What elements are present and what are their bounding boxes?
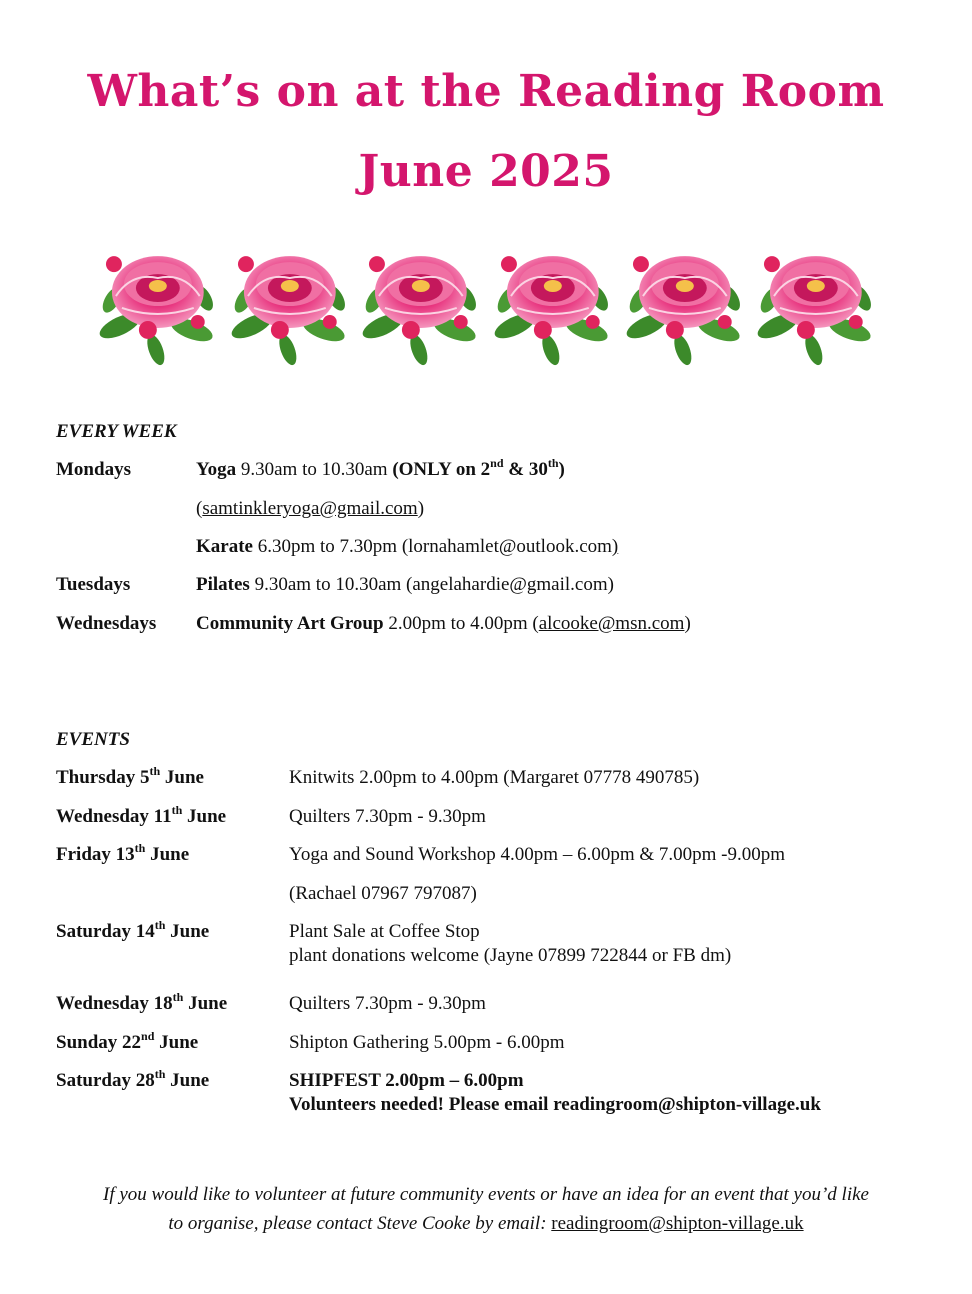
event-description: Shipton Gathering 5.00pm - 6.00pm <box>289 1032 565 1053</box>
flower-border <box>92 238 882 368</box>
event-date: Saturday 14th June <box>56 918 210 942</box>
section-heading-events: EVENTS <box>56 729 130 750</box>
footer-note <box>50 1180 922 1238</box>
email-link[interactable]: readingroom@shipton-village.uk <box>551 1213 804 1234</box>
weekly-activity-row <box>196 458 565 482</box>
activity-note: (ONLY on 2nd & 30th) <box>392 456 565 480</box>
page-subtitle-month: June 2025 <box>358 146 614 197</box>
peony-flower-icon <box>355 238 487 368</box>
peony-flower-icon <box>750 238 882 368</box>
footer-line: to organise, please contact Steve Cooke by email: readingroom@shipton-village.uk <box>168 1213 804 1234</box>
event-description: Yoga and Sound Workshop 4.00pm – 6.00pm & 7.00pm -9.00pm <box>289 844 786 865</box>
weekly-activity-row <box>196 573 614 597</box>
activity-name: Community Art Group <box>196 613 384 634</box>
page-title: What’s on at the Reading Room <box>87 66 885 117</box>
weekly-activity-row: Community Art Group 2.00pm to 4.00pm (alcooke@msn.com) <box>196 613 691 634</box>
activity-time: 6.30pm to 7.30pm (lornahamlet@outlook.com <box>252 536 612 557</box>
weekly-day: Tuesdays <box>56 574 131 595</box>
event-description-detail: (Rachael 07967 797087) <box>289 883 477 904</box>
event-date: Thursday 5th June <box>56 764 204 788</box>
email-link[interactable]: alcooke@msn.com <box>538 613 685 634</box>
event-date: Friday 13th June <box>56 841 190 865</box>
event-date: Wednesday 11th June <box>56 803 227 827</box>
weekly-activity-row: Karate 6.30pm to 7.30pm (lornahamlet@outlook.com) <box>196 536 619 557</box>
peony-flower-icon <box>92 238 224 368</box>
activity-name: Karate <box>196 536 253 557</box>
event-description-detail: Volunteers needed! Please email readingroom@shipton-village.uk <box>289 1094 821 1115</box>
peony-flower-icon <box>487 238 619 368</box>
footer-line: If you would like to volunteer at future community events or have an idea for an event that you’d like <box>103 1184 869 1205</box>
activity-time: 9.30am to 10.30am (angelahardie@gmail.com) <box>249 574 614 595</box>
activity-time: 9.30am to 10.30am <box>236 459 393 480</box>
email-link[interactable]: samtinkleryoga@gmail.com <box>202 498 418 519</box>
weekly-contact: (samtinkleryoga@gmail.com) <box>196 498 425 519</box>
event-date: Sunday 22nd June <box>56 1029 199 1053</box>
section-heading-every-week: EVERY WEEK <box>56 421 177 442</box>
weekly-day: Mondays <box>56 459 131 480</box>
event-description: Knitwits 2.00pm to 4.00pm (Margaret 07778 490785) <box>289 767 700 788</box>
event-description: Quilters 7.30pm - 9.30pm <box>289 993 486 1014</box>
peony-flower-icon <box>619 238 751 368</box>
activity-time: 2.00pm to 4.00pm ( <box>383 613 539 634</box>
peony-flower-icon <box>224 238 356 368</box>
weekly-day: Wednesdays <box>56 613 157 634</box>
activity-name: Yoga <box>196 459 237 480</box>
event-description: Quilters 7.30pm - 9.30pm <box>289 806 486 827</box>
event-description: Plant Sale at Coffee Stop <box>289 921 480 942</box>
event-description: SHIPFEST 2.00pm – 6.00pm <box>289 1070 524 1091</box>
activity-name: Pilates <box>196 574 250 595</box>
event-date: Saturday 28th June <box>56 1067 210 1091</box>
event-date: Wednesday 18th June <box>56 990 228 1014</box>
event-description-detail: plant donations welcome (Jayne 07899 722844 or FB dm) <box>289 945 732 966</box>
